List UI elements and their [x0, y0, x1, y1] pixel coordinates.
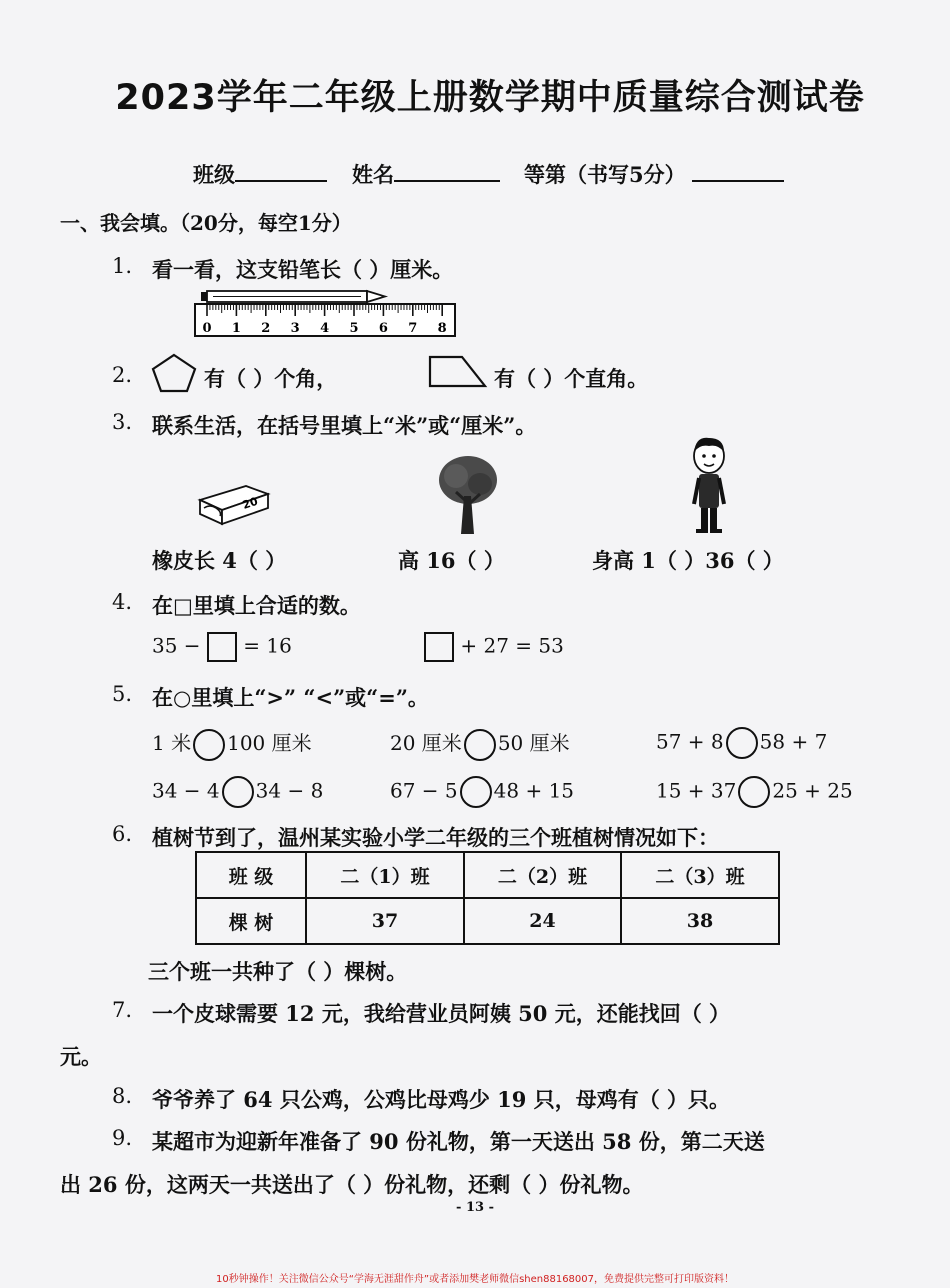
- q4-eq2: [424, 632, 564, 662]
- name-blank[interactable]: [394, 158, 500, 182]
- compare-circle[interactable]: [193, 729, 225, 761]
- q5-right: 58 + 7: [759, 729, 828, 754]
- footer-note: 10秒钟操作！关注微信公众号“学海无涯甜作舟”或者添加樊老师微信shen88168007，免费提供完整可打印版资料！: [215, 1274, 735, 1285]
- q3-text: 联系生活，在括号里填上“米”或“厘米”。: [152, 413, 537, 438]
- q5-right: 50 厘米: [497, 731, 570, 755]
- q4-eq2-right: + 27 = 53: [460, 633, 564, 658]
- tree-planting-table: [195, 851, 780, 945]
- q5-text: 在○里填上“>” “<”或“=”。: [152, 685, 429, 710]
- trapezoid-icon: [428, 354, 488, 390]
- q9-text: 某超市为迎新年准备了 90 份礼物，第一天送出 58 份，第二天送: [152, 1129, 765, 1154]
- pentagon-icon: [150, 352, 198, 394]
- q3-item-tree: 高 16（ ）: [398, 548, 505, 573]
- q5-right: 34 − 8: [255, 778, 324, 803]
- grade-label: 等第（书写5分）: [524, 162, 686, 187]
- class-label: 班级: [193, 162, 235, 187]
- q3-number: 3.: [112, 410, 133, 434]
- q5-item-1: [152, 727, 312, 761]
- q5-left: 20 厘米: [390, 731, 462, 755]
- compare-circle[interactable]: [726, 727, 758, 759]
- q5-item-2: [390, 727, 570, 761]
- q2-part1: 有（ ）个角，: [204, 366, 338, 391]
- ruler-label: 8: [437, 321, 447, 336]
- q4-eq1: [152, 632, 292, 662]
- q5-right: 25 + 25: [772, 778, 853, 803]
- ruler-label: 2: [261, 321, 271, 336]
- q5-left: 67 − 5: [390, 778, 458, 803]
- q3-item-height: 身高 1（ ）36（ ）: [592, 548, 784, 573]
- name-field: [352, 158, 500, 189]
- q8-number: 8.: [112, 1084, 133, 1108]
- q7-cont: 元。: [60, 1044, 102, 1069]
- eraser-label: 20: [240, 494, 260, 512]
- q5-item-3: [656, 727, 827, 759]
- section-heading: 一、我会填。（20分，每空1分）: [60, 211, 352, 235]
- ruler-label: 3: [290, 321, 300, 336]
- q2-number: 2.: [112, 363, 133, 387]
- grade-field: [524, 158, 784, 189]
- q5-left: 1 米: [152, 731, 192, 755]
- q5-right: 48 + 15: [493, 778, 575, 803]
- q3-item-eraser: 橡皮长 4（ ）: [152, 548, 287, 573]
- table-cell: 二（2）班: [464, 852, 621, 898]
- q4-text: 在□里填上合适的数。: [152, 593, 361, 618]
- name-label: 姓名: [352, 162, 394, 187]
- ruler-label: 5: [349, 321, 359, 336]
- q2-part2: 有（ ）个直角。: [494, 366, 649, 391]
- table-header-row: [196, 852, 779, 898]
- table-cell: 24: [464, 898, 621, 944]
- table-cell: 38: [621, 898, 779, 944]
- q4-eq1-left: 35 −: [152, 633, 201, 658]
- q5-left: 15 + 37: [656, 778, 737, 803]
- boy-icon: [684, 434, 734, 536]
- pencil-icon: [201, 291, 385, 302]
- q5-item-6: [656, 776, 853, 808]
- table-cell: 棵 树: [196, 898, 306, 944]
- q4-eq1-right: = 16: [243, 633, 292, 658]
- ruler-label: 6: [378, 321, 388, 336]
- compare-circle[interactable]: [222, 776, 254, 808]
- q7-text: 一个皮球需要 12 元，我给营业员阿姨 50 元，还能找回（ ）: [152, 1001, 731, 1026]
- compare-circle[interactable]: [460, 776, 492, 808]
- class-blank[interactable]: [235, 158, 327, 182]
- grade-blank[interactable]: [692, 158, 784, 182]
- page-number: - 13 -: [456, 1200, 494, 1215]
- q5-item-5: [390, 776, 574, 808]
- compare-circle[interactable]: [464, 729, 496, 761]
- pencil-ruler-figure: [193, 287, 459, 339]
- table-row: [196, 898, 779, 944]
- tree-icon: [436, 454, 500, 536]
- ruler-label: 0: [202, 321, 212, 336]
- table-cell: 37: [306, 898, 464, 944]
- q5-item-4: [152, 776, 323, 808]
- q5-left: 57 + 8: [656, 729, 724, 754]
- compare-circle[interactable]: [738, 776, 770, 808]
- q1-number: 1.: [112, 254, 133, 278]
- class-field: [193, 158, 327, 189]
- q5-right: 100 厘米: [227, 731, 312, 755]
- q4-box1[interactable]: [207, 632, 237, 662]
- q9-number: 9.: [112, 1126, 133, 1150]
- q1-text: 看一看，这支铅笔长（ ）厘米。: [152, 257, 454, 282]
- q7-number: 7.: [112, 998, 133, 1022]
- q6-question: 三个班一共种了（ ）棵树。: [148, 959, 408, 984]
- q4-box2[interactable]: [424, 632, 454, 662]
- table-cell: 二（3）班: [621, 852, 779, 898]
- ruler-label: 4: [320, 321, 330, 336]
- page-title: 2023学年二年级上册数学期中质量综合测试卷: [115, 78, 865, 118]
- q6-number: 6.: [112, 822, 133, 846]
- ruler-label: 1: [231, 321, 241, 336]
- q8-text: 爷爷养了 64 只公鸡，公鸡比母鸡少 19 只，母鸡有（ ）只。: [152, 1087, 731, 1112]
- q4-number: 4.: [112, 590, 133, 614]
- eraser-icon: [196, 478, 272, 528]
- q9-cont: 出 26 份，这两天一共送出了（ ）份礼物，还剩（ ）份礼物。: [60, 1172, 644, 1197]
- q5-number: 5.: [112, 682, 133, 706]
- table-cell: 二（1）班: [306, 852, 464, 898]
- table-cell: 班 级: [196, 852, 306, 898]
- q6-text: 植树节到了，温州某实验小学二年级的三个班植树情况如下：: [152, 825, 719, 850]
- q5-left: 34 − 4: [152, 778, 220, 803]
- ruler-label: 7: [408, 321, 418, 336]
- ruler-icon: [195, 304, 455, 336]
